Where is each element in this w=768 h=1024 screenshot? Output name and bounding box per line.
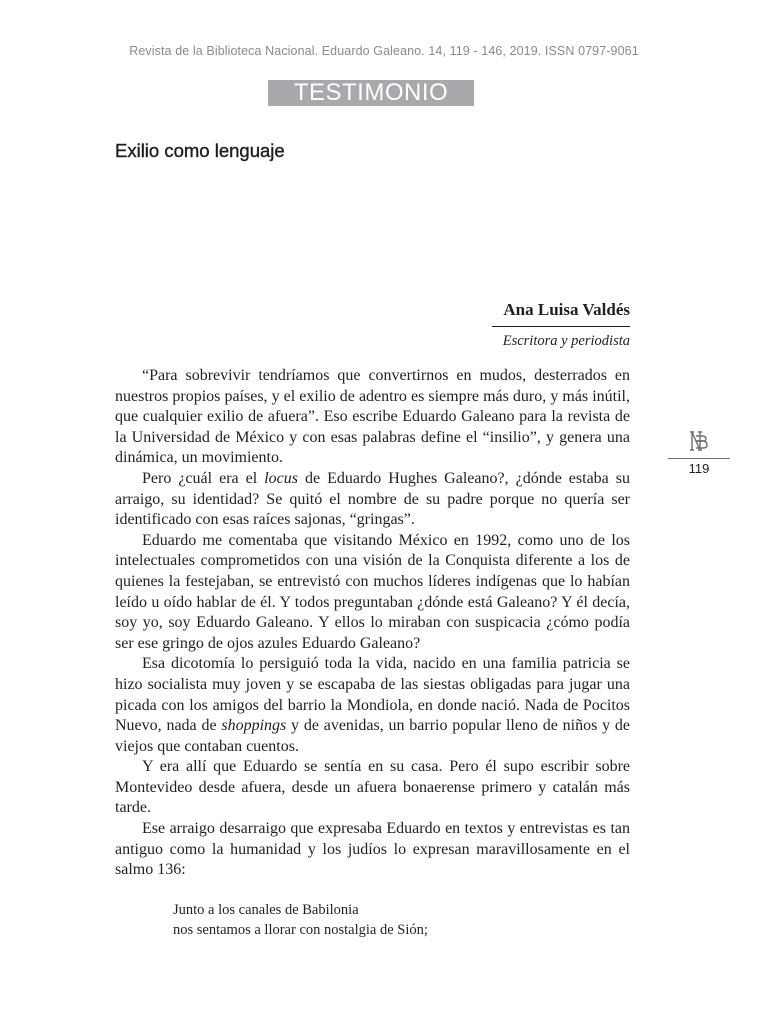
paragraph-2-text-b: de Eduardo Hughes Galeano?, ¿dónde estaba su arraigo, su identidad? Se quitó el nombre de su padre porque no quería ser identificado con esas raíces sajonas, “gringas”. bbox=[115, 469, 631, 529]
paragraph-4 bbox=[115, 654, 630, 757]
running-head: Revista de la Biblioteca Nacional. Eduardo Galeano. 14, 119 - 146, 2019. ISSN 0797-9061 bbox=[129, 44, 639, 58]
article-title: Exilio como lenguaje bbox=[115, 140, 285, 161]
folio-rule bbox=[668, 458, 730, 459]
author-block bbox=[492, 300, 630, 350]
paragraph-4-emphasis: shoppings bbox=[221, 717, 287, 735]
author-name: Ana Luisa Valdés bbox=[492, 300, 630, 327]
page-number: 119 bbox=[688, 461, 710, 476]
quote-line-2: nos sentamos a llorar con nostalgia de Sión; bbox=[173, 922, 428, 938]
paragraph-1: “Para sobrevivir tendríamos que convertirnos en mudos, desterrados en nuestros propios países, y el exilio de adentro es siempre más duro, y más inútil, que cualquier exilio de afuera”. Eso escribe Eduardo Galeano para la revista de la Universidad de México y con esas palabras define el “insilio”, y genera una dinámica, un movimiento. bbox=[115, 367, 630, 467]
psalm-quote bbox=[173, 900, 428, 940]
paragraph-4-text-a: Esa dicotomía lo persiguió toda la vida, nacido en una familia patricia se hizo socialista muy joven y se escapaba de las siestas obligadas para jugar una picada con los amigos del barrio la Mondiola, en donde nació. Nada de Pocitos Nuevo, nada de bbox=[115, 655, 630, 735]
paragraph-6: Ese arraigo desarraigo que expresaba Eduardo en textos y entrevistas es tan antiguo como la humanidad y los judíos lo expresan maravillosamente en el salmo 136: bbox=[115, 820, 630, 879]
folio bbox=[668, 430, 730, 476]
paragraph-2-text-a: Pero ¿cuál era el bbox=[142, 469, 265, 487]
quote-line-1: Junto a los canales de Babilonia bbox=[173, 902, 359, 918]
paragraph-5: Y era allí que Eduardo se sentía en su casa. Pero él supo escribir sobre Montevideo desde afuera, desde un afuera bonaerense primero y catalán más tarde. bbox=[115, 758, 630, 817]
author-role: Escritora y periodista bbox=[502, 333, 630, 349]
bn-monogram-icon bbox=[689, 430, 709, 452]
paragraph-4-text-b: y de avenidas, un barrio popular lleno de niños y de viejos que contaban cuentos. bbox=[115, 717, 630, 755]
paragraph-2-emphasis: locus bbox=[264, 469, 298, 487]
article-body bbox=[115, 366, 630, 881]
paragraph-2 bbox=[115, 469, 630, 531]
section-label: TESTIMONIO bbox=[268, 80, 474, 106]
paragraph-3: Eduardo me comentaba que visitando México en 1992, como uno de los intelectuales comprometidos con una visión de la Conquista diferente a los de quienes la festejaban, se entrevistó con muchos líderes indígenas que lo habían leído u oído hablar de él. Y todos preguntaban ¿dónde está Galeano? Y él decía, soy yo, soy Eduardo Galeano. Y ellos lo miraban con suspicacia ¿cómo podía ser ese gringo de ojos azules Eduardo Galeano? bbox=[115, 531, 630, 652]
